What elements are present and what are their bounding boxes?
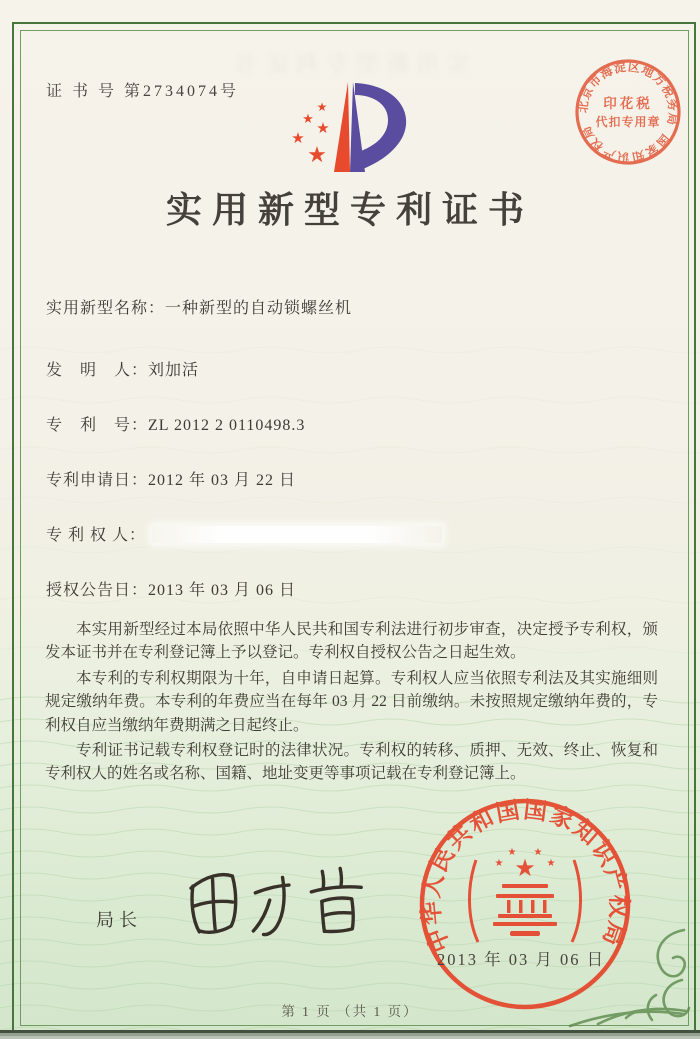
tax-stamp-bottom-text: 国家知识产权局: [578, 122, 673, 165]
show-through-ghost-text: 实用新型专利证书: [230, 52, 470, 78]
field-value: 一种新型的自动锁螺丝机: [165, 300, 353, 317]
logo-star-icon: ★: [316, 121, 330, 137]
seal-ring-text: 中华人民共和国国家知识产权局: [418, 797, 632, 956]
field-value: 2013 年 03 月 06 日: [148, 582, 297, 599]
field-patent-number: [46, 412, 305, 435]
emblem-star-icon: ★: [533, 847, 543, 858]
logo-red-wedge: [334, 82, 350, 172]
field-patentee: [46, 522, 442, 545]
field-label: 实用新型名称：: [46, 300, 166, 317]
page-footer: 第 1 页 （共 1 页）: [281, 1004, 419, 1019]
legal-text-block: [45, 618, 658, 788]
field-label: 发 明 人：: [46, 362, 149, 379]
commissioner-label: 局长: [96, 910, 142, 930]
field-inventor: [46, 357, 199, 380]
corner-flourish-ornament: [556, 916, 696, 1031]
field-value: 2012 年 03 月 22 日: [148, 472, 297, 489]
logo-purple-bowl: [355, 83, 406, 169]
field-label: 授权公告日：: [46, 582, 149, 599]
field-label: 专 利 权 人：: [46, 527, 147, 544]
logo-star-icon: ★: [307, 142, 327, 167]
emblem-star-icon: ★: [546, 858, 556, 869]
paragraph-register: 专利证书记载专利权登记时的法律状况。专利权的转移、质押、无效、终止、恢复和专利权人的姓名或名称、国籍、地址变更等事项记载在专利登记簿上。: [45, 742, 658, 783]
patentee-redacted-blur: [152, 526, 442, 543]
field-value: 刘加活: [148, 362, 200, 379]
paragraph-grant: 本实用新型经过本局依照中华人民共和国专利法进行初步审查，决定授予专利权，颁发本证书并在专利登记簿上予以登记。专利权自授权公告之日起生效。: [45, 621, 658, 662]
field-value: ZL 2012 2 0110498.3: [148, 417, 306, 434]
emblem-star-icon: ★: [507, 847, 517, 858]
tax-stamp-seal: [553, 37, 700, 187]
tax-stamp-center-line2: 代扣专用章: [595, 115, 661, 129]
tax-stamp-top-text: 北京市海淀区地方税务局: [575, 59, 681, 127]
seal-date: 2013 年 03 月 06 日: [437, 950, 606, 969]
certificate-title: 实用新型专利证书: [165, 190, 534, 230]
field-label: 专利申请日：: [46, 472, 149, 489]
logo-star-icon: ★: [302, 111, 314, 126]
logo-star-icon: ★: [291, 131, 305, 147]
field-utility-model-name: [46, 295, 352, 318]
tax-stamp-center-line1: 印花税: [603, 96, 653, 111]
emblem-star-icon: ★: [494, 858, 504, 869]
field-filing-date: [46, 467, 296, 490]
cnipa-logo: [275, 75, 440, 185]
emblem-star-icon: ★: [514, 856, 536, 882]
field-grant-date: [46, 577, 296, 600]
commissioner-signature: [169, 843, 375, 968]
certificate-number: 证 书 号 第2734074号: [46, 83, 240, 100]
scan-bottom-edge: [0, 1030, 700, 1039]
svg-text:国家知识产权局: [578, 123, 672, 166]
field-label: 专 利 号：: [46, 417, 149, 434]
logo-star-icon: ★: [316, 100, 328, 114]
commissioner-name: [0, 0, 1, 1]
paragraph-term-fees: 本专利的专利权期限为十年，自申请日起算。专利权人应当依照专利法及其实施细则规定缴纳年费。本专利的年费应当在每年 03 月 22 日前缴纳。未按照规定缴纳年费的，专利权自应当缴纳年费期满之日起终止。: [45, 669, 658, 734]
